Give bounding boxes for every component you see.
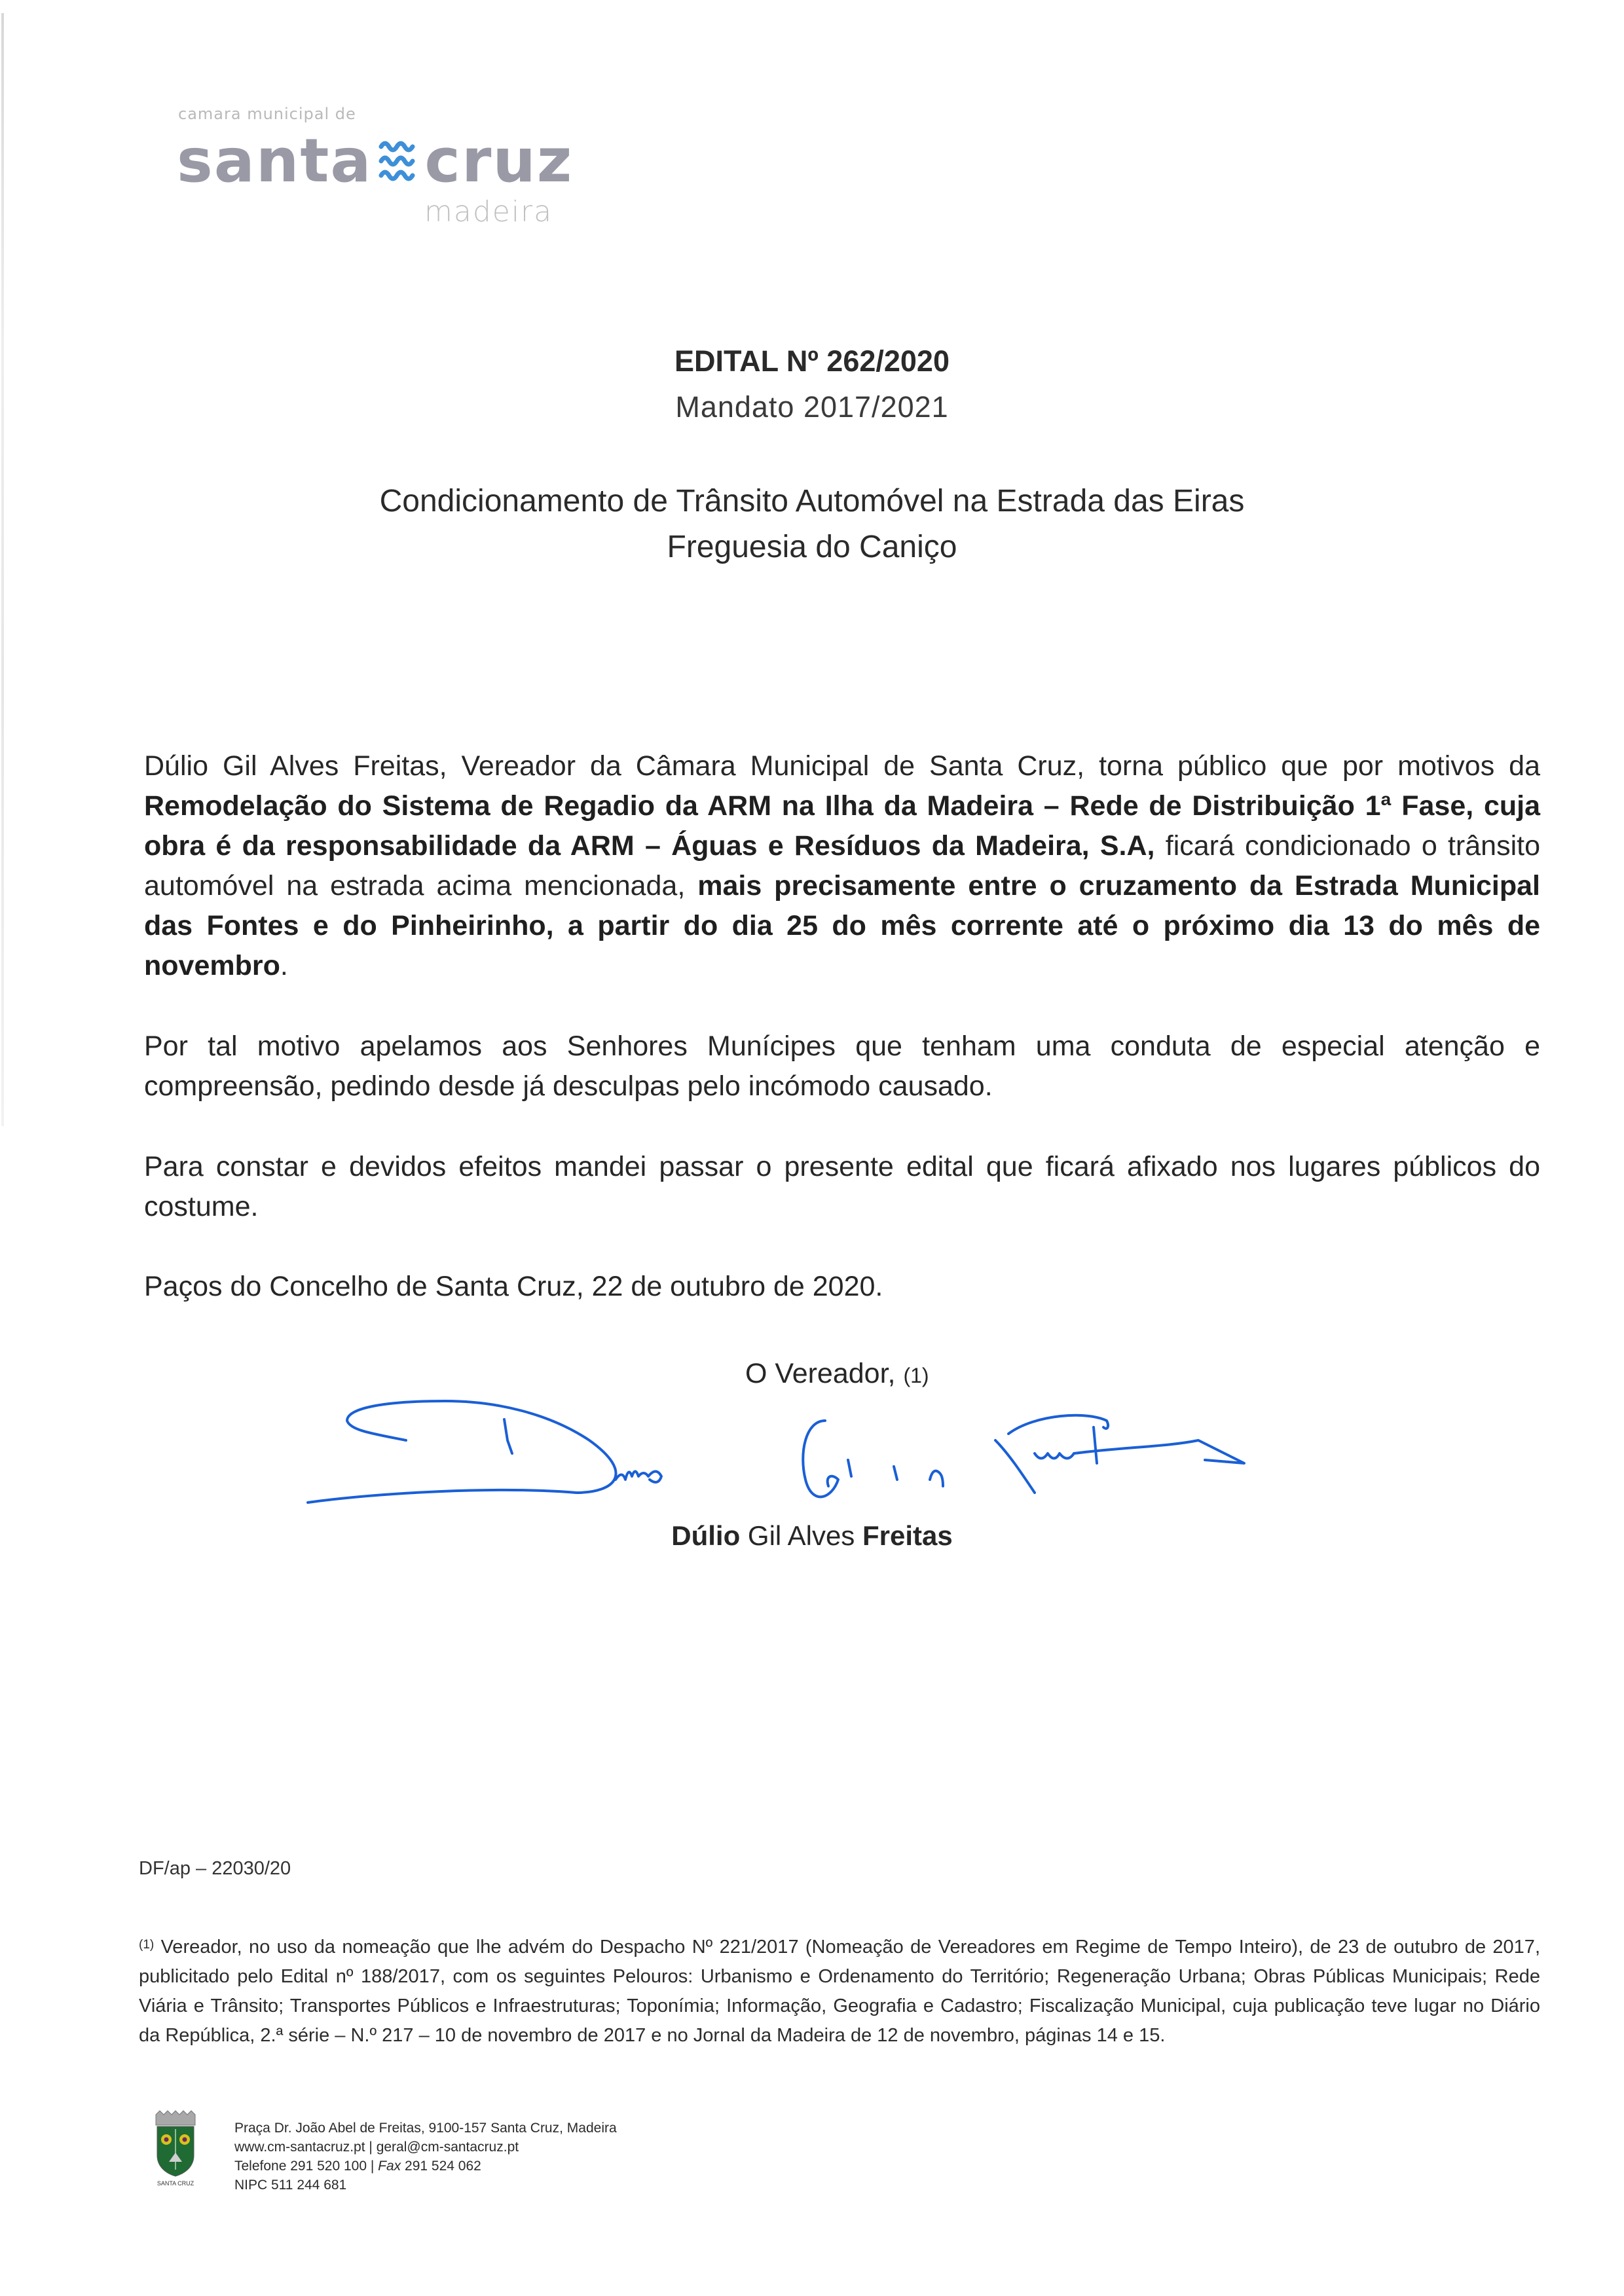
p1-bold-1: Remodelação do Sistema de Regadio da ARM na Ilha da Madeira – Rede de Distribuição 1ª Fase, cuja obra é da responsabilidade da ARM – Águas e Resíduos da Madeira, S.A, (144, 790, 1540, 862)
fax-label: Fax (378, 2159, 401, 2174)
parish-name: Freguesia do Caniço (667, 530, 957, 564)
footnote-text: Vereador, no uso da nomeação que lhe advém do Despacho Nº 221/2017 (Nomeação de Vereadores em Regime de Tempo Inteiro), de 23 de outubro de 2017, publicitado pelo Edital nº 188/2017, com os seguintes Pelouros: Urbanismo e Ordenamento do Território; Regeneração Urbana; Obras Públicas Municipais; Rede Viária e Trânsito; Transportes Públicos e Infraestruturas; Toponímia; Informação, Geografia e Cadastro; Fiscalização Municipal, cuja publicação teve lugar no Diário da República, 2.ª série – N.º 217 – 10 de novembro de 2017 e no Jornal da Madeira de 12 de novembro, páginas 14 e 15. (139, 1937, 1540, 2046)
signatory-name (0, 1520, 1624, 1552)
separator: | (367, 2159, 378, 2174)
coat-of-arms-icon (149, 2109, 202, 2188)
p1-bold-2: mais precisamente entre o cruzamento da Estrada Municipal das Fontes e do Pinheirinho, a partir do dia 25 do mês corrente até o próximo dia 13 do mês de novembro (144, 870, 1540, 981)
website-link[interactable]: www.cm-santacruz.pt (234, 2140, 365, 2155)
paragraph-announcement (144, 746, 1540, 986)
address: Praça Dr. João Abel de Freitas, 9100-157 Santa Cruz, Madeira (234, 2121, 617, 2136)
email-link[interactable]: geral@cm-santacruz.pt (376, 2140, 519, 2155)
signatory-title-text: O Vereador, (745, 1358, 896, 1389)
scan-edge (1, 13, 4, 1126)
logo-left-word: santa (177, 126, 373, 196)
nipc: NIPC 511 244 681 (234, 2178, 347, 2193)
p1-text-2: ficará condicionado o trânsito automóvel na estrada acima mencionada, (144, 830, 1540, 902)
fax-number: 291 524 062 (405, 2159, 481, 2174)
logo-sub-text: madeira (424, 195, 553, 228)
edital-number: EDITAL Nº 262/2020 (674, 344, 950, 378)
footnote-reference: (1) (903, 1364, 929, 1387)
phone-number: 291 520 100 (290, 2159, 367, 2174)
logo-wordmark (177, 126, 574, 196)
signatory-title (745, 1358, 929, 1390)
document-subject: Condicionamento de Trânsito Automóvel na Estrada das Eiras (379, 484, 1245, 519)
separator: | (365, 2140, 377, 2155)
waves-icon (378, 136, 418, 186)
logo-top-text: camara municipal de (178, 105, 356, 123)
document-reference-code: DF/ap – 22030/20 (139, 1858, 291, 1879)
p1-text-1: Dúlio Gil Alves Freitas, Vereador da Câmara Municipal de Santa Cruz, torna público que por motivos da (144, 750, 1540, 782)
municipal-logo (177, 105, 574, 236)
footnote-mark: (1) (139, 1938, 155, 1952)
contact-block (234, 2119, 617, 2195)
paragraph-appeal: Por tal motivo apelamos aos Senhores Munícipes que tenham uma conduta de especial atenção e compreensão, pedindo desde já desculpas pelo incómodo causado. (144, 1030, 1540, 1102)
signatory-middle-names: Gil Alves (740, 1520, 862, 1551)
crest-label: SANTA CRUZ (157, 2180, 194, 2187)
web-and-email (234, 2138, 617, 2157)
paragraph-posting: Para constar e devidos efeitos mandei passar o presente edital que ficará afixado nos lugares públicos do costume. (144, 1151, 1540, 1222)
footnote (139, 1933, 1540, 2050)
signatory-first-name: Dúlio (671, 1520, 741, 1551)
phone-label: Telefone (234, 2159, 287, 2174)
logo-right-word: cruz (424, 126, 574, 196)
mandate: Mandato 2017/2021 (675, 390, 949, 424)
handwritten-signature (301, 1394, 1336, 1525)
place-and-date: Paços do Concelho de Santa Cruz, 22 de outubro de 2020. (144, 1271, 883, 1302)
phone-and-fax (234, 2157, 617, 2176)
signatory-last-name: Freitas (862, 1520, 953, 1551)
p1-text-3: . (280, 950, 288, 981)
